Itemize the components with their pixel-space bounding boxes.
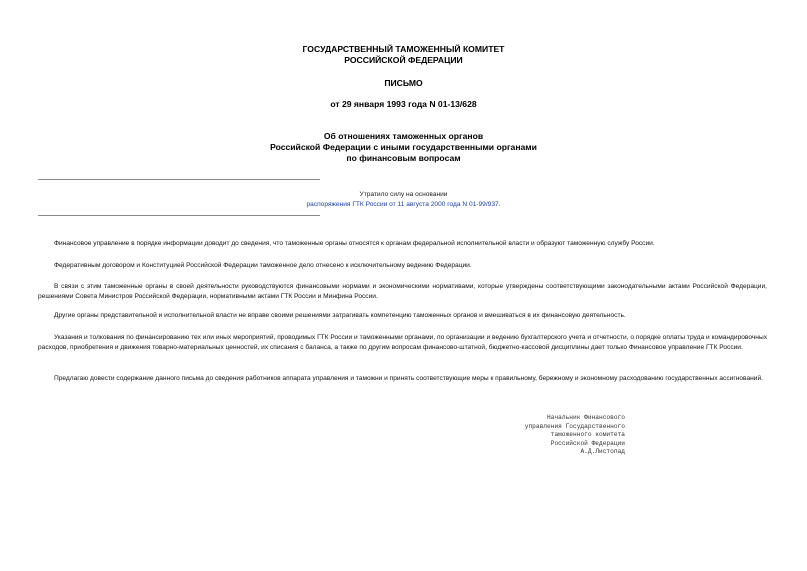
signature-line4: Российской Федерации	[550, 439, 625, 447]
paragraph-6: Предлагаю довести содержание данного письма до сведения работников аппарата управления и таможни и принять соответствующие меры к правильному, бережному и экономному расходованию государственных ассигнований.	[54, 375, 763, 382]
paragraph-4: Другие органы представительной и исполнительной власти не вправе своими решениями затрагивать компетенцию таможенных органов и вмешиваться в их финансовую деятельность.	[54, 312, 626, 319]
divider-top	[38, 179, 320, 180]
paragraph-2: Федеративным договором и Конституцией Российской Федерации таможенное дело отнесено к исключительному ведению Федерации.	[54, 262, 472, 269]
signature-block	[505, 414, 625, 457]
subject-line1: Об отношениях таможенных органов	[323, 131, 484, 141]
status-note	[0, 190, 807, 209]
document-subject	[0, 131, 807, 164]
doc-type: ПИСЬМО	[384, 78, 423, 88]
document-type	[0, 78, 807, 89]
document-date-block	[0, 99, 807, 110]
status-note-link[interactable]: распоряжения ГТК России от 11 августа 2000 года N 01-99/937.	[306, 200, 501, 208]
org-name-line2: РОССИЙСКОЙ ФЕДЕРАЦИИ	[344, 55, 463, 65]
org-name-line1: ГОСУДАРСТВЕННЫЙ ТАМОЖЕННЫЙ КОМИТЕТ	[302, 44, 505, 54]
signature-line1: Начальник Финансового	[547, 414, 625, 421]
document-header	[0, 44, 807, 66]
paragraph-3: В связи с этим таможенные органы в своей деятельности руководствуются финансовыми нормами и экономическими нормативами, которые утверждены соответствующими законодательными актами Российской Федерации, решениями Совета Министров Российской Федерации, нормативными актами ГТК России и Минфина России.	[38, 283, 767, 300]
signature-line2: управления Государственного	[524, 422, 625, 430]
signature-name: А.Д.Листопад	[580, 448, 625, 456]
paragraph-1: Финансовое управление в порядке информации доводит до сведения, что таможенные органы относятся к органам федеральной исполнительной власти и образуют таможенную службу России.	[54, 240, 655, 247]
divider-bottom	[38, 215, 320, 216]
status-note-text: Утратило силу на основании	[359, 191, 448, 198]
subject-line3: по финансовым вопросам	[346, 153, 461, 163]
paragraph-5: Указания и толкования по финансированию тех или иных мероприятий, проводимых ГТК России и таможенными органами, по организации и ведению бухгалтерского учета и отчетности, о порядке оплаты труда и командировочных расходов, приобретения и движения товарно-материальных ценностей, их списания с баланса, а также по другим вопросам финансово-штатной, бюджетно-кассовой дисциплины дает только Финансовое управление ГТК России.	[38, 334, 767, 351]
signature-line3: таможенного комитета	[550, 431, 625, 439]
doc-date: от 29 января 1993 года N 01-13/628	[330, 99, 477, 109]
subject-line2: Российской Федерации с иными государственными органами	[270, 142, 537, 152]
